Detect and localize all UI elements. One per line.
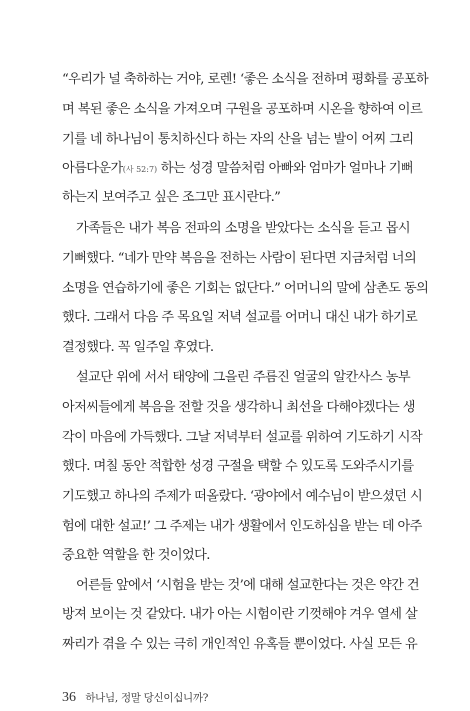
paragraph-4-line-2: 방져 보이는 것 같았다. 내가 아는 시험이란 기껏해야 겨우 열세 살 xyxy=(62,607,418,622)
paragraph-3-line-6: 험에 대한 설교!’ 그 주제는 내가 생활에서 인도하심을 받는 데 아주 xyxy=(62,519,422,534)
scripture-reference: (사 52:7) xyxy=(122,165,158,174)
paragraph-3-line-4: 했다. 며칠 동안 적합한 성경 구절을 택할 수 있도록 도와주시기를 xyxy=(62,459,414,474)
paragraph-2-line-4: 했다. 그래서 다음 주 목요일 저녁 설교를 어머니 대신 내가 하기로 xyxy=(62,310,418,325)
paragraph-3-line-5: 기도했고 하나의 주제가 떠올랐다. ‘광야에서 예수님이 받으셨던 시 xyxy=(62,489,423,504)
paragraph-3-line-3: 각이 마음에 가득했다. 그날 저녁부터 설교를 위하여 기도하기 시작 xyxy=(62,430,423,445)
text-line-3: 기를 네 하나님이 통치하신다 하는 자의 산을 넘는 발이 어찌 그리 xyxy=(62,132,414,147)
paragraph-2-line-2: 기뻐했다. “네가 만약 복음을 전하는 사람이 된다면 지금처럼 너의 xyxy=(62,251,417,266)
paragraph-3-line-2: 아저씨들에게 복음을 전할 것을 생각하니 최선을 다해야겠다는 생 xyxy=(62,400,415,415)
text-line-4-end: 하는 성경 말씀처럼 아빠와 엄마가 얼마나 기뻐 xyxy=(157,161,413,176)
text-line-4-start: 아름다운가 xyxy=(62,161,123,176)
page-number: 36 xyxy=(62,690,76,705)
page-footer xyxy=(62,690,208,704)
running-title: 하나님, 정말 당신이십니까? xyxy=(85,692,209,704)
paragraph-2-line-3: 소명을 연습하기에 좋은 기회는 없단다.” 어머니의 말에 삼촌도 동의 xyxy=(62,281,429,296)
paragraph-2-line-1: 가족들은 내가 복음 전파의 소명을 받았다는 소식을 듣고 몹시 xyxy=(76,221,410,236)
paragraph-2-line-5: 결정했다. 꼭 일주일 후였다. xyxy=(62,340,214,355)
paragraph-3-line-7: 중요한 역할을 한 것이었다. xyxy=(62,548,210,563)
paragraph-4-line-3: 짜리가 겪을 수 있는 극히 개인적인 유혹들 뿐이었다. 사실 모든 유 xyxy=(62,637,418,652)
text-line-1: “우리가 널 축하하는 거야, 로렌! ‘좋은 소식을 전하며 평화를 공포하 xyxy=(62,72,428,87)
paragraph-4-line-1: 어른들 앞에서 ‘시험을 받는 것’에 대해 설교한다는 것은 약간 건 xyxy=(76,578,419,593)
text-line-5: 하는지 보여주고 싶은 조그만 표시란다.” xyxy=(62,190,281,205)
text-line-4 xyxy=(62,161,413,177)
paragraph-3-line-1: 설교단 위에 서서 태양에 그을린 주름진 얼굴의 알칸사스 농부 xyxy=(76,370,410,385)
text-line-2: 며 복된 좋은 소식을 가져오며 구원을 공포하며 시온을 향하여 이르 xyxy=(62,102,423,117)
